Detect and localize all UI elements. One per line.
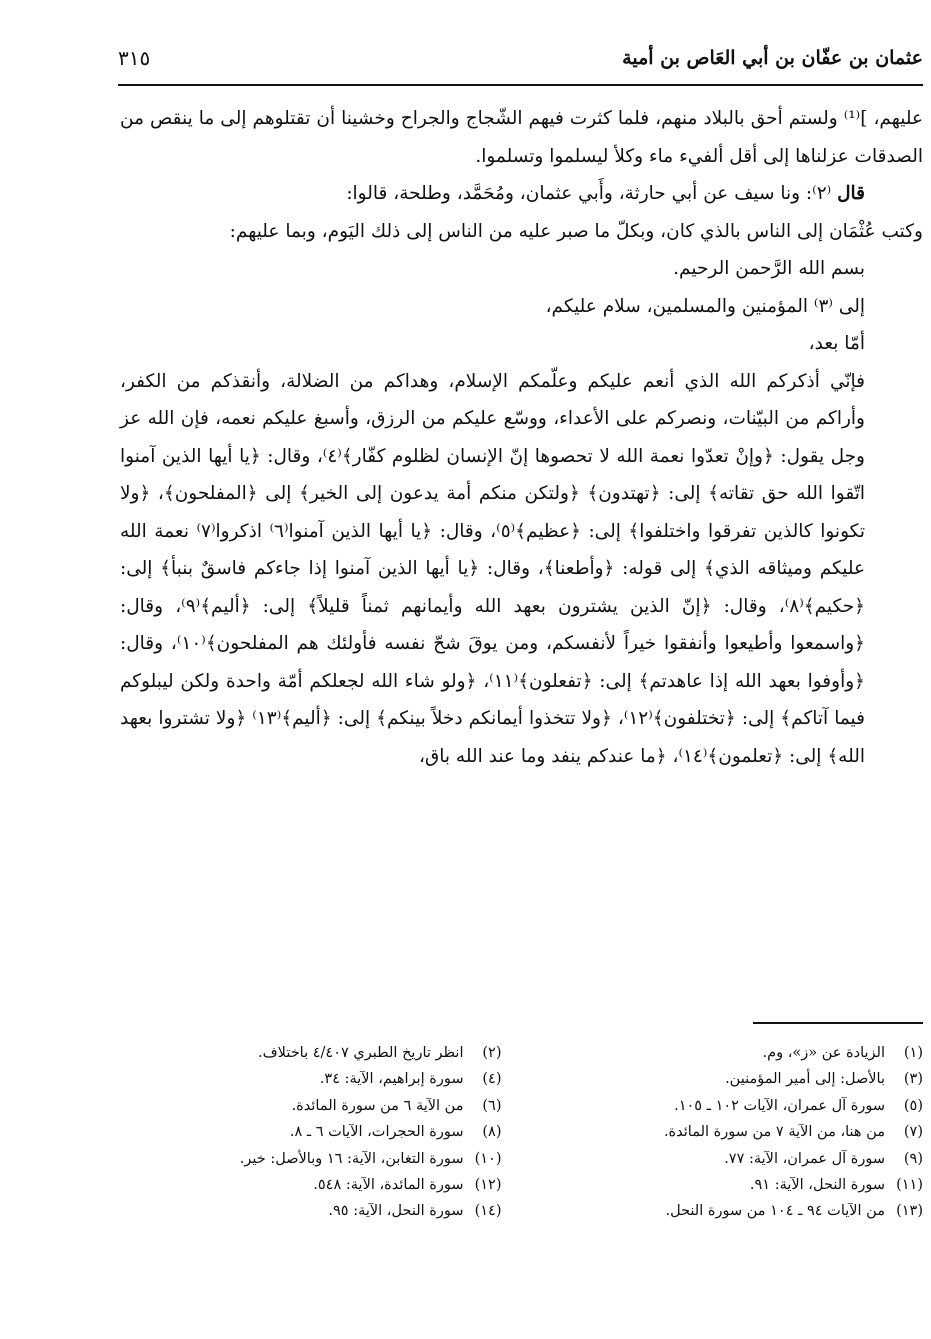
footnote-text: الزيادة عن «ز»، وم. xyxy=(762,1045,885,1061)
paragraph-text: عليهم، ]⁽¹⁾ ولستم أحق بالبلاد منهم، فلما كثرت فيهم الشّجاج والجراح وخشينا أن تقتلوهم إلى ما ينقص من الصدقات عزلناها إلى أقل ألفيء ماء وكلأ ليسلموا وتسلموا. xyxy=(120,108,923,167)
footnote-item xyxy=(542,1093,924,1119)
footnote-text: سورة الحجرات، الآيات ٦ ـ ٨. xyxy=(289,1124,464,1141)
paragraph-p6 xyxy=(120,325,923,363)
main-text xyxy=(120,100,923,775)
paragraph-p1 xyxy=(120,100,923,175)
footnote-item xyxy=(542,1066,924,1092)
paragraph-text: إلى ⁽٣⁾ المؤمنين والمسلمين، سلام عليكم، xyxy=(545,295,865,317)
footnote-number: (٥) xyxy=(903,1097,923,1114)
paragraph-text: أمّا بعد، xyxy=(808,333,865,354)
footnote-item xyxy=(120,1093,502,1119)
footnote-number: (٨) xyxy=(482,1124,502,1141)
footnote-number: (٩) xyxy=(903,1150,923,1167)
footnote-text: سورة آل عمران، الآية: ٧٧. xyxy=(724,1150,885,1167)
footnote-text: سورة النحل، الآية: ٩١. xyxy=(749,1177,885,1194)
footnote-text: انظر تاريخ الطبري ٤/٤٠٧ باختلاف. xyxy=(258,1045,464,1061)
paragraph-text: ⁽٢⁾: ونا سيف عن أبي حارثة، وأَبي عثمان، ومُحَمَّد، وطلحة، قالوا: xyxy=(346,183,838,204)
footnote-number: (١٢) xyxy=(474,1177,502,1194)
footnote-item xyxy=(542,1040,924,1066)
footnote-number: (٦) xyxy=(482,1097,502,1114)
footnote-text: من الآية ٦ من سورة المائدة. xyxy=(291,1097,464,1114)
footnote-text: سورة التغابن، الآية: ١٦ وبالأصل: خير. xyxy=(239,1150,464,1167)
footnote-number: (٧) xyxy=(903,1124,923,1141)
page-header xyxy=(118,38,923,78)
footnote-number: (٤) xyxy=(482,1071,502,1088)
footnote-item xyxy=(120,1066,502,1092)
footnote-number: (١٣) xyxy=(896,1203,923,1220)
footnote-number: (١٠) xyxy=(474,1150,502,1167)
footnote-text: من هنا، من الآية ٧ من سورة المائدة. xyxy=(663,1124,885,1141)
footnote-item xyxy=(542,1172,924,1198)
footnote-text: سورة إبراهيم، الآية: ٣٤. xyxy=(319,1071,464,1088)
header-rule xyxy=(118,84,923,86)
paragraph-p5 xyxy=(120,288,923,326)
footnote-item xyxy=(542,1119,924,1145)
footnote-number: (٢) xyxy=(482,1045,502,1061)
running-title: عثمان بن عفّان بن أبي العَاص بن أمية xyxy=(622,47,923,69)
footnote-number: (١٤) xyxy=(474,1203,502,1220)
paragraph-text: وكتب عُثْمَان إلى الناس بالذي كان، وبكلّ ما صبر عليه من الناس إلى ذلك اليَوم، وبما عليهم: xyxy=(229,220,923,242)
footnote-text: سورة آل عمران، الآيات ١٠٢ ـ ١٠٥. xyxy=(674,1097,885,1114)
paragraph-lead: قال xyxy=(837,183,865,204)
paragraph-text: فإنّي أذكركم الله الذي أنعم عليكم وعلّمكم الإسلام، وهداكم من الضلالة، وأنقذكم من الكفر، وأراكم من البيّنات، ونصركم على الأعداء، ووسّع عليكم من الرزق، وأسبغ عليكم نعمه، فإن الله عز وجل يقول: ﴿وإنْ تعدّوا نعمة الله لا تحصوها إنّ الإنسان لظلوم كفّار﴾⁽٤⁾، وقال: ﴿يا أيها الذين آمنوا اتّقوا الله حق تقاته﴾ إلى: ﴿تهتدون﴾ ﴿ولتكن منكم أمة يدعون إلى الخير﴾ إلى ﴿المفلحون﴾، ﴿ولا تكونوا كالذين تفرقوا واختلفوا﴾ إلى: ﴿عظيم﴾⁽٥⁾، وقال: ﴿يا أيها الذين آمنوا⁽٦⁾ اذكروا⁽٧⁾ نعمة الله عليكم وميثاقه الذي﴾ إلى قوله: ﴿وأطعنا﴾، وقال: ﴿يا أيها الذين آمنوا إذا جاءكم فاسقٌ بنبأ﴾ إلى: ﴿حكيم﴾⁽٨⁾، وقال: ﴿إنّ الذين يشترون بعهد الله وأيمانهم ثمناً قليلاً﴾ إلى: ﴿أليم﴾⁽٩⁾، وقال: ﴿واسمعوا وأطيعوا وأنفقوا خيراً لأنفسكم، ومن يوقَ شحّ نفسه فأولئك هم المفلحون﴾⁽١٠⁾، وقال: ﴿وأوفوا بعهد الله إذا عاهدتم﴾ إلى: ﴿تفعلون﴾⁽١١⁾، ﴿ولو شاء الله لجعلكم أمّة واحدة ولكن ليبلوكم فيما آتاكم﴾ إلى: ﴿تختلفون﴾⁽١٢⁾، ﴿ولا تتخذوا أيمانكم دخلاً بينكم﴾ إلى: ﴿أليم﴾⁽١٣⁾ ﴿ولا تشتروا بعهد الله﴾ إلى: ﴿تعلمون﴾⁽١٤⁾، ﴿ما عندكم ينفد وما عند الله باق، xyxy=(120,370,866,767)
footnotes xyxy=(120,1040,923,1225)
footnote-number: (١) xyxy=(903,1045,923,1061)
footnote-item xyxy=(120,1119,502,1145)
paragraph-text: بسم الله الرَّحمن الرحيم. xyxy=(673,258,865,279)
footnote-item xyxy=(120,1172,502,1198)
footnote-number: (١١) xyxy=(896,1177,923,1194)
page-number: ٣١٥ xyxy=(118,46,151,70)
footnote-text: سورة النحل، الآية: ٩٥. xyxy=(328,1203,464,1220)
paragraph-p2 xyxy=(120,175,923,213)
paragraph-p7 xyxy=(120,363,923,776)
footnote-number: (٣) xyxy=(903,1071,923,1088)
footnote-item xyxy=(542,1146,924,1172)
footnote-text: بالأصل: إلى أمير المؤمنين. xyxy=(725,1071,885,1088)
paragraph-p4 xyxy=(120,250,923,288)
footnote-text: سورة المائدة، الآية: ٥٤٨. xyxy=(313,1177,464,1194)
footnote-text: من الآيات ٩٤ ـ ١٠٤ من سورة النحل. xyxy=(665,1203,885,1220)
footnote-item xyxy=(542,1198,924,1224)
footnote-rule xyxy=(753,1022,923,1024)
footnote-item xyxy=(120,1198,502,1224)
footnote-item xyxy=(120,1146,502,1172)
footnote-item xyxy=(120,1040,502,1066)
paragraph-p3 xyxy=(120,213,923,251)
